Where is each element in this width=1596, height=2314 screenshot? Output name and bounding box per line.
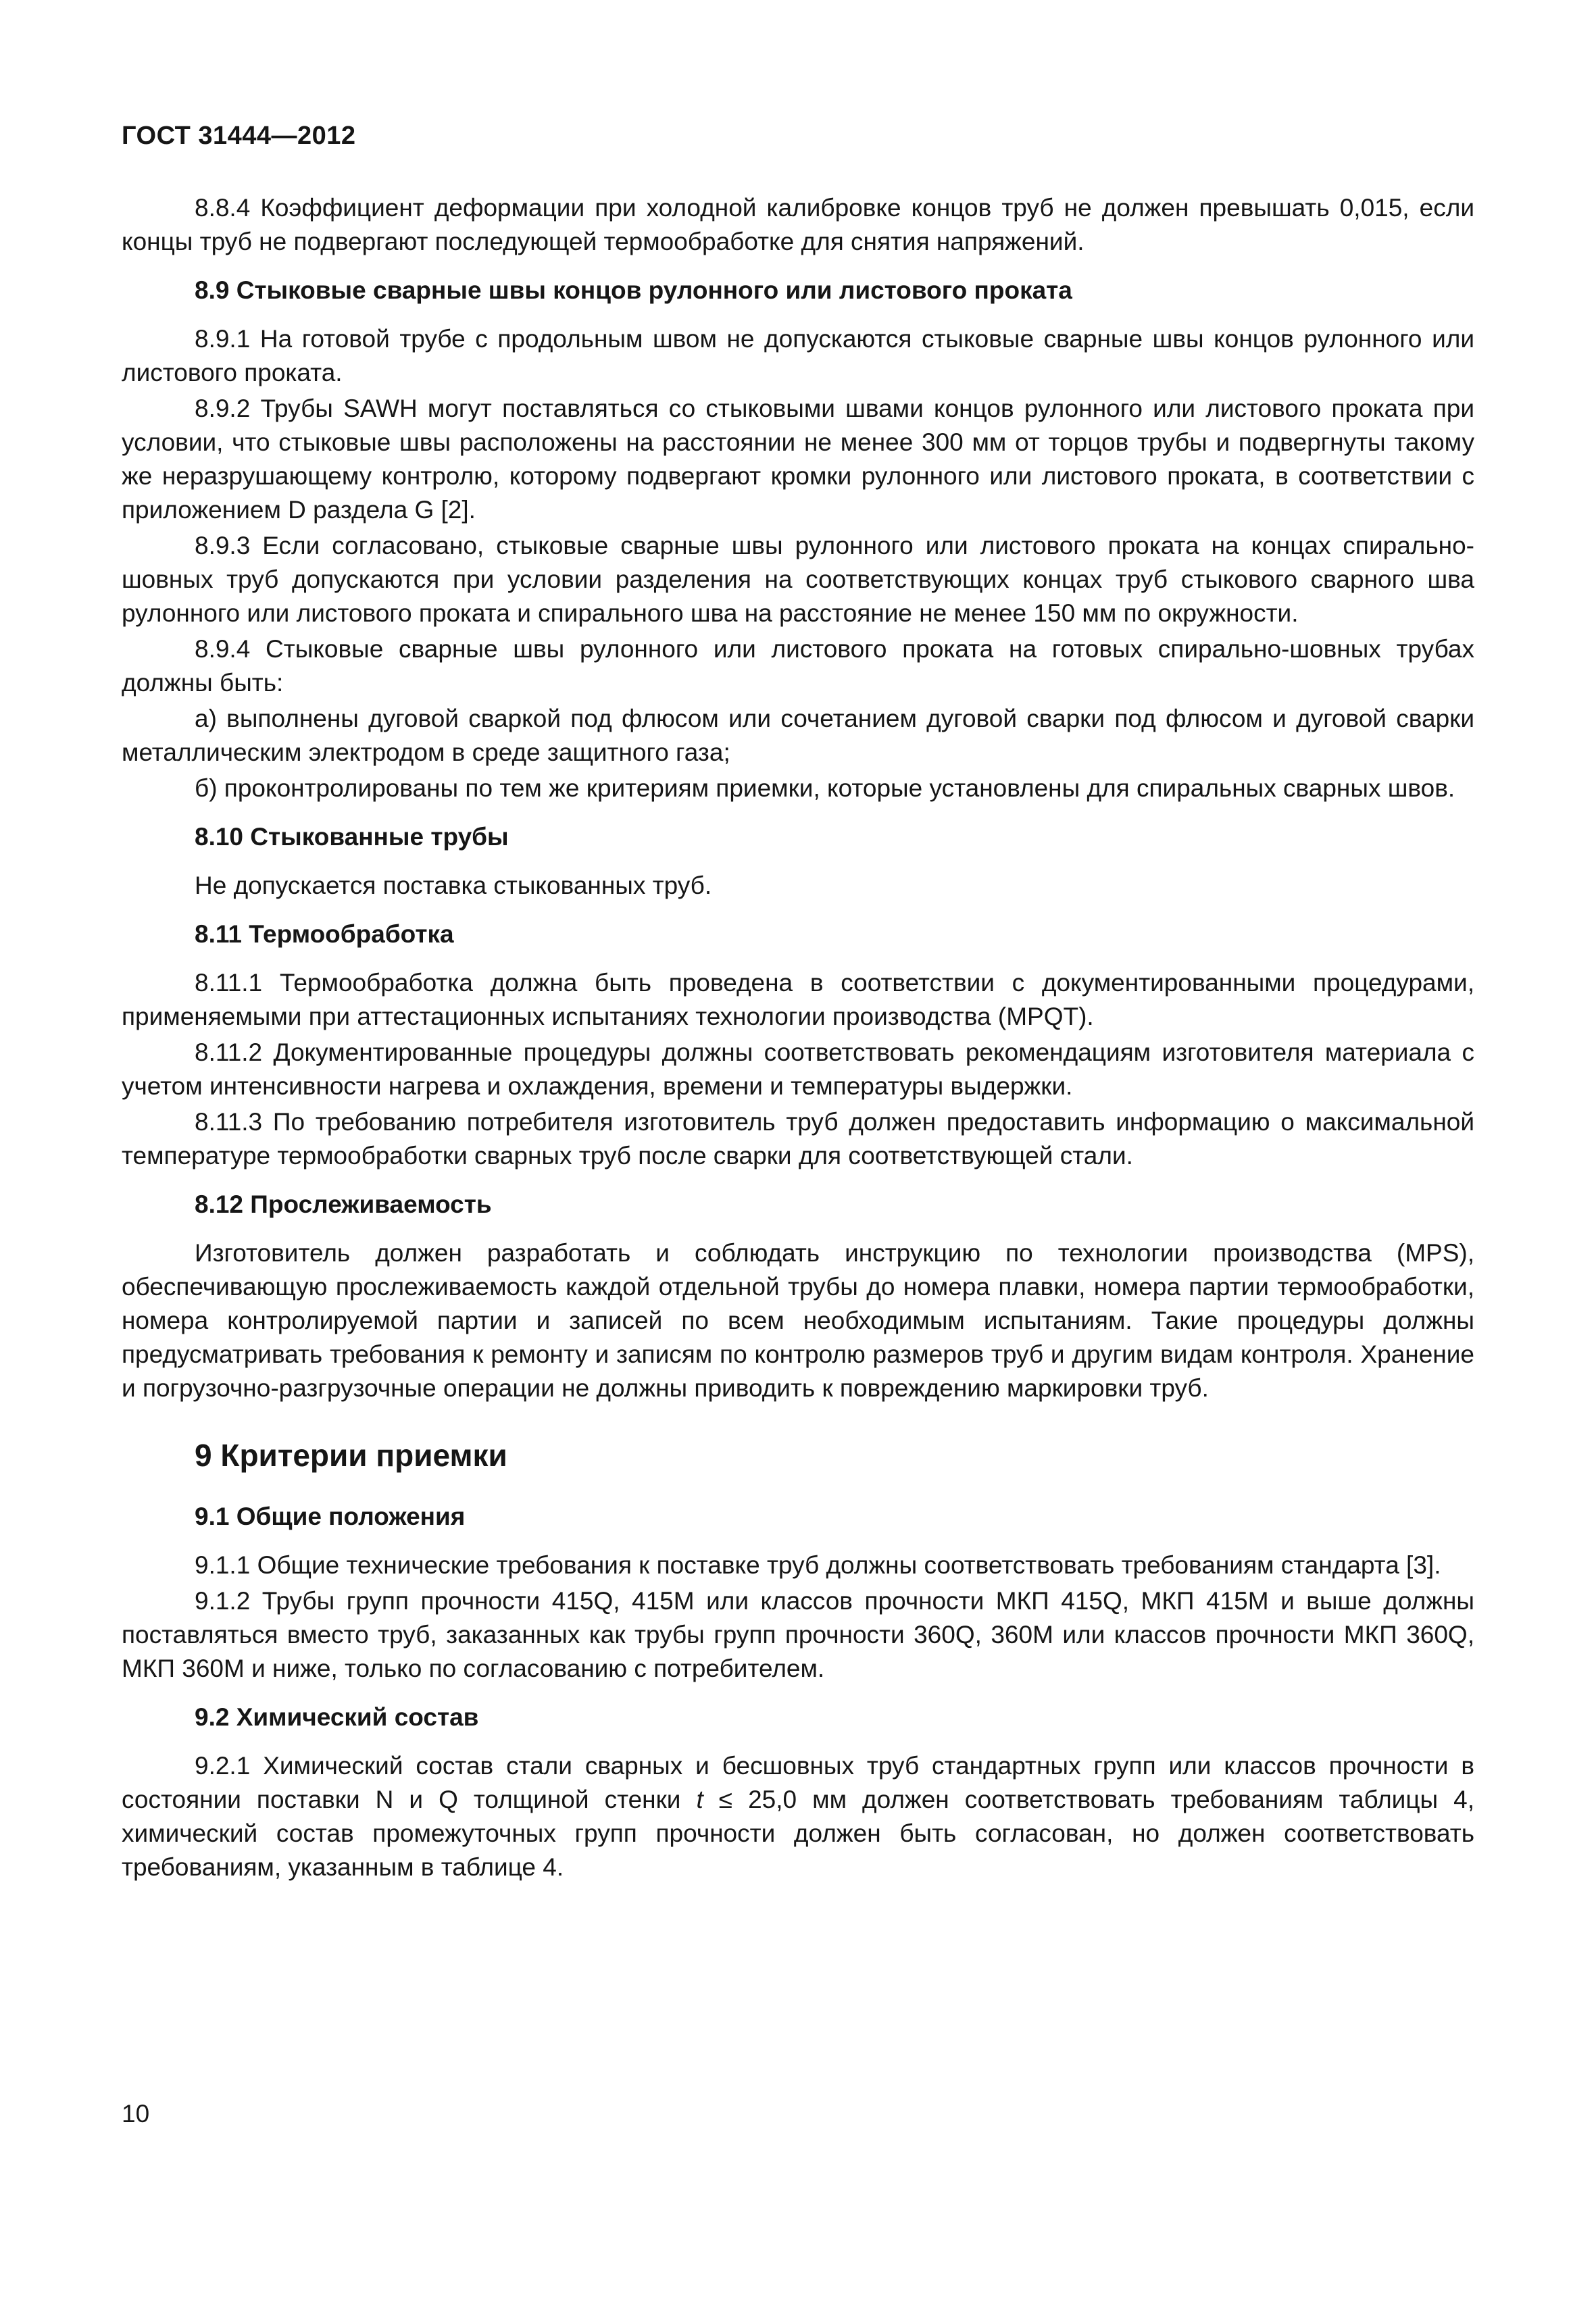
paragraph-9-1-2: 9.1.2 Трубы групп прочности 415Q, 415M или классов прочности МКП 415Q, МКП 415M и выше должны поставляться вместо труб, заказанных как трубы групп прочности 360Q, 360M или классов прочности МКП 360Q, МКП 360M и ниже, только по согласованию с потребителем.	[122, 1587, 1474, 1682]
heading-8-9: 8.9 Стыковые сварные швы концов рулонного или листового проката	[195, 276, 1072, 304]
document-page	[122, 122, 1474, 1884]
paragraph-9-2-1-end: ≤ 25,0 мм должен соответствовать требованиям таблицы 4, химический состав промежуточных групп прочности должен быть согласован, но должен соответствовать требованиям, указанным в таблице 4.	[122, 1786, 1474, 1881]
paragraph-8-9-4: 8.9.4 Стыковые сварные швы рулонного или листового проката на готовых спирально-шовных трубах должны быть:	[122, 635, 1474, 697]
heading-9-1: 9.1 Общие положения	[195, 1503, 466, 1530]
paragraph-8-11-2: 8.11.2 Документированные процедуры должны соответствовать рекомендациям изготовителя материала с учетом интенсивности нагрева и охлаждения, времени и температуры выдержки.	[122, 1038, 1474, 1100]
paragraph-8-9-2: 8.9.2 Трубы SAWH могут поставляться со стыковыми швами концов рулонного или листового проката при условии, что стыковые швы расположены на расстоянии не менее 300 мм от торцов трубы и подвергнуты такому же неразрушающему контролю, которому подвергают кромки рулонного или листового проката, в соответствии с приложением D раздела G [2].	[122, 395, 1474, 524]
heading-8-12: 8.12 Прослеживаемость	[195, 1190, 492, 1218]
page-number: 10	[122, 2100, 150, 2128]
paragraph-9-2-1-start: 9.2.1 Химический состав стали сварных и бесшовных труб стандартных групп или классов прочности в состоянии поставки N и Q толщиной стенки	[122, 1752, 1474, 1813]
paragraph-8-10: Не допускается поставка стыкованных труб.	[195, 872, 712, 899]
paragraph-9-1-1: 9.1.1 Общие технические требования к поставке труб должны соответствовать требованиям стандарта [3].	[195, 1551, 1441, 1579]
paragraph-8-9-3: 8.9.3 Если согласовано, стыковые сварные швы рулонного или листового проката на концах спирально-шовных труб допускаются при условии разделения на соответствующих концах труб стыкового сварного шва рулонного или листового проката и спирального шва на расстояние не менее 150 мм по окружности.	[122, 532, 1474, 627]
paragraph-8-9-4-a: а) выполнены дуговой сваркой под флюсом или сочетанием дуговой сварки под флюсом и дуговой сварки металлическим электродом в среде защитного газа;	[122, 705, 1474, 766]
paragraph-8-11-1: 8.11.1 Термообработка должна быть проведена в соответствии с документированными процедурами, применяемыми при аттестационных испытаниях технологии производства (MPQT).	[122, 969, 1474, 1030]
paragraph-8-9-1: 8.9.1 На готовой трубе с продольным швом не допускаются стыковые сварные швы концов рулонного или листового проката.	[122, 325, 1474, 386]
paragraph-8-11-3: 8.11.3 По требованию потребителя изготовитель труб должен предоставить информацию о максимальной температуре термообработки сварных труб после сварки для соответствующей стали.	[122, 1108, 1474, 1169]
heading-section-9: 9 Критерии приемки	[195, 1438, 507, 1473]
paragraph-8-8-4: 8.8.4 Коэффициент деформации при холодной калибровке концов труб не должен превышать 0,015, если концы труб не подвергают последующей термообработке для снятия напряжений.	[122, 194, 1474, 255]
document-code: ГОСТ 31444—2012	[122, 122, 356, 150]
heading-9-2: 9.2 Химический состав	[195, 1703, 479, 1731]
thickness-variable: t	[696, 1786, 703, 1813]
paragraph-8-9-4-b: б) проконтролированы по тем же критериям приемки, которые установлены для спиральных сварных швов.	[195, 774, 1455, 802]
paragraph-9-2-1	[122, 1749, 1474, 1884]
heading-8-10: 8.10 Стыкованные трубы	[195, 823, 509, 851]
heading-8-11: 8.11 Термообработка	[195, 920, 454, 948]
paragraph-8-12: Изготовитель должен разработать и соблюдать инструкцию по технологии производства (MPS), обеспечивающую прослеживаемость каждой отдельной трубы до номера плавки, номера партии термообработки, номера контролируемой партии и записей по всем необходимым испытаниям. Такие процедуры должны предусматривать требования к ремонту и записям по контролю размеров труб и другим видам контроля. Хранение и погрузочно-разгрузочные операции не должны приводить к повреждению маркировки труб.	[122, 1239, 1474, 1402]
